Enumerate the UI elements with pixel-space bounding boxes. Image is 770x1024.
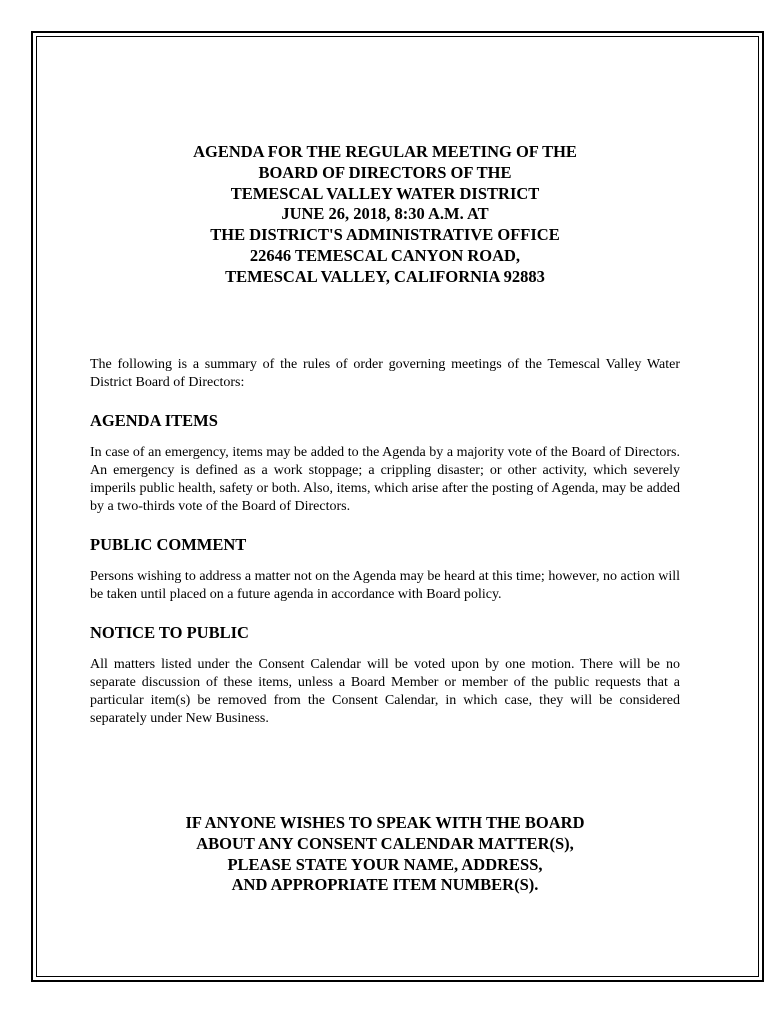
closing-notice: [90, 813, 680, 896]
closing-line: PLEASE STATE YOUR NAME, ADDRESS,: [227, 854, 543, 874]
title-line: BOARD OF DIRECTORS OF THE: [258, 162, 512, 182]
title-line: TEMESCAL VALLEY WATER DISTRICT: [230, 183, 540, 203]
title-line: THE DISTRICT'S ADMINISTRATIVE OFFICE: [210, 225, 560, 245]
section-body-public-comment: Persons wishing to address a matter not on the Agenda may be heard at this time; however, no action will be taken until placed on a future agenda in accordance with Board policy.: [90, 569, 680, 602]
section-body-agenda-items: In case of an emergency, items may be added to the Agenda by a majority vote of the Board of Directors. An emergency is defined as a work stoppage; a crippling disaster; or other activity, which severely imperils public health, safety or both. Also, items, which arise after the posting of Agenda, may be added by a two-thirds vote of the Board of Directors.: [90, 445, 680, 514]
intro-paragraph: The following is a summary of the rules of order governing meetings of the Temescal Valley Water District Board of Directors:: [90, 357, 680, 390]
agenda-title: [90, 142, 680, 288]
closing-line: ABOUT ANY CONSENT CALENDAR MATTER(S),: [196, 833, 574, 853]
section-heading-agenda-items: AGENDA ITEMS: [90, 411, 218, 430]
title-line: TEMESCAL VALLEY, CALIFORNIA 92883: [225, 266, 545, 286]
title-line: AGENDA FOR THE REGULAR MEETING OF THE: [193, 142, 577, 161]
closing-line: AND APPROPRIATE ITEM NUMBER(S).: [231, 875, 539, 895]
section-body-notice-to-public: All matters listed under the Consent Calendar will be voted upon by one motion. There will be no separate discussion of these items, unless a Board Member or member of the public requests that a particular item(s) be removed from the Consent Calendar, in which case, they will be considered separately under New Business.: [90, 657, 680, 726]
title-line: 22646 TEMESCAL CANYON ROAD,: [249, 245, 521, 265]
section-heading-notice-to-public: NOTICE TO PUBLIC: [90, 623, 249, 642]
rules-of-order: [90, 356, 680, 728]
closing-line: IF ANYONE WISHES TO SPEAK WITH THE BOARD: [185, 813, 585, 832]
title-line: JUNE 26, 2018, 8:30 A.M. AT: [281, 204, 489, 224]
section-heading-public-comment: PUBLIC COMMENT: [90, 535, 247, 554]
